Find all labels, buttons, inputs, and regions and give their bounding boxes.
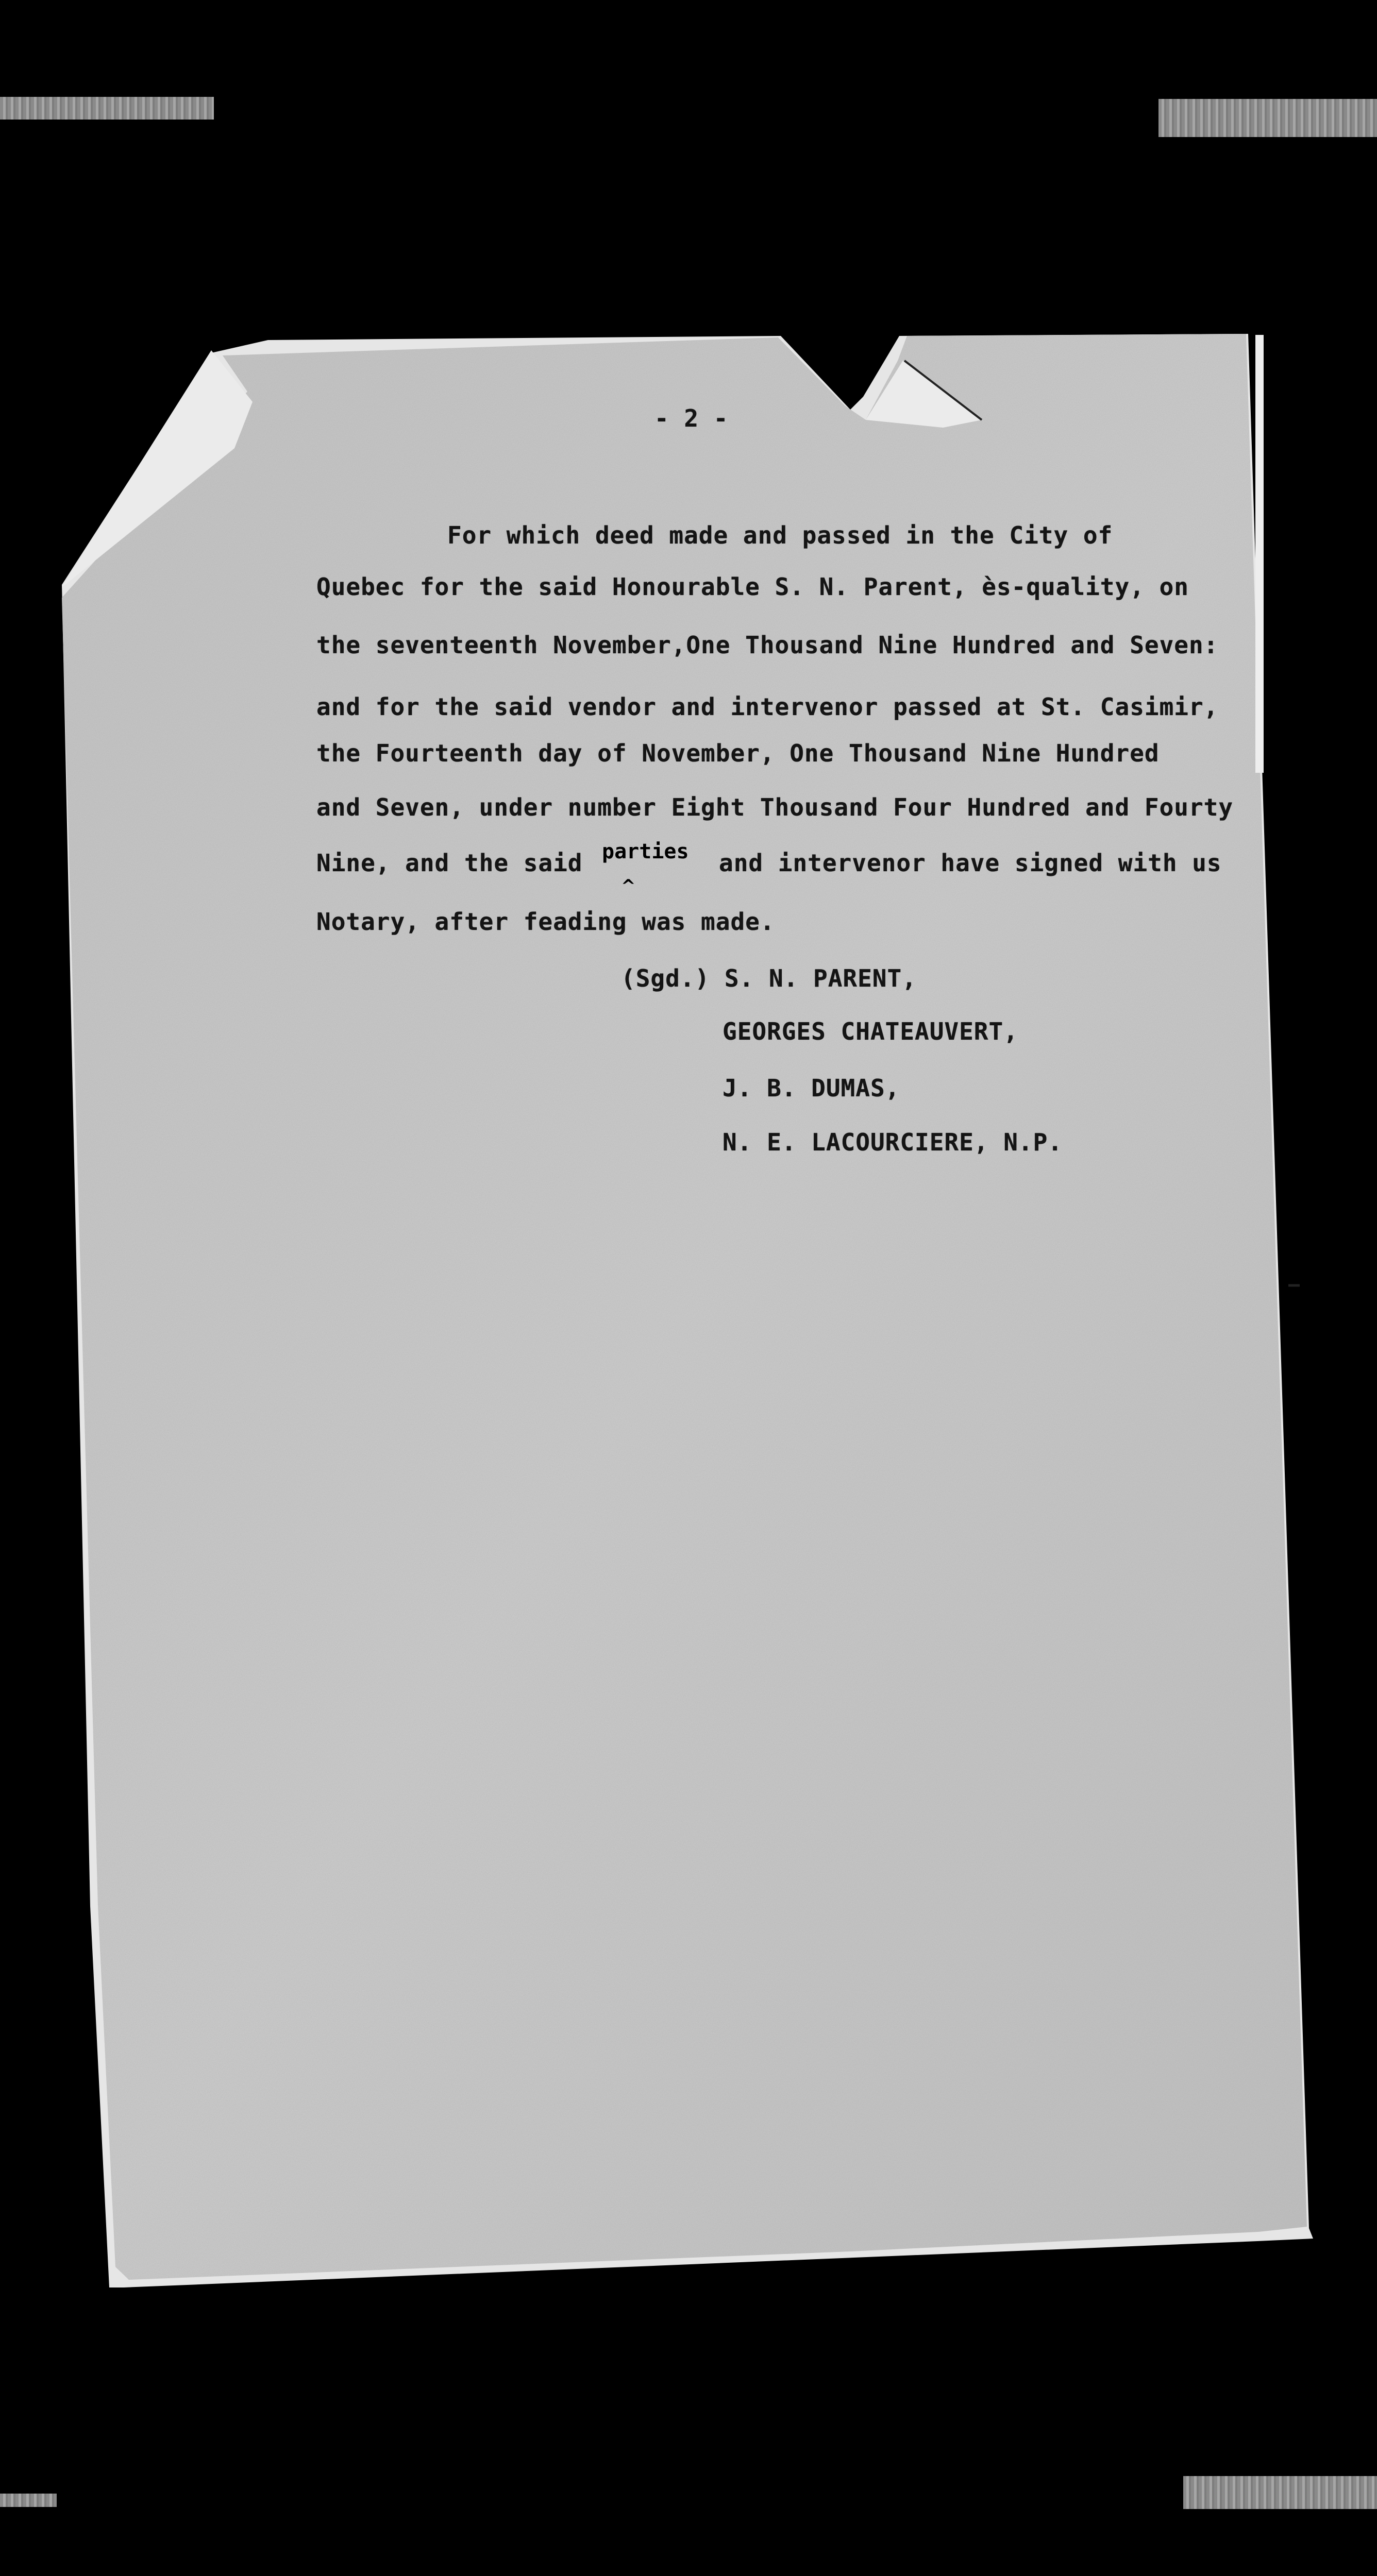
paragraph-line: For which deed made and passed in the City of bbox=[447, 521, 1113, 549]
paragraph-line: the seventeenth November,One Thousand Nine Hundred and Seven: bbox=[316, 631, 1219, 659]
paragraph-line: Nine, and the said bbox=[316, 849, 583, 877]
paper-surface bbox=[62, 334, 1307, 2280]
signature-line: (Sgd.) S. N. PARENT, bbox=[621, 964, 917, 992]
paragraph-line: Notary, after feading was made. bbox=[316, 908, 775, 936]
paragraph-line: Quebec for the said Honourable S. N. Parent, ès-quality, on bbox=[316, 573, 1189, 601]
handwritten-insert: parties bbox=[602, 840, 689, 863]
signature-line: GEORGES CHATEAUVERT, bbox=[723, 1018, 1018, 1045]
paragraph-line: and for the said vendor and intervenor passed at St. Casimir, bbox=[316, 693, 1219, 721]
paragraph-line: and intervenor have signed with us bbox=[719, 849, 1222, 877]
insertion-caret: ^ bbox=[621, 876, 636, 896]
page-number: - 2 - bbox=[654, 404, 729, 432]
paragraph-line: and Seven, under number Eight Thousand Four Hundred and Fourty bbox=[316, 793, 1234, 821]
signature-line: N. E. LACOURCIERE, N.P. bbox=[723, 1128, 1063, 1156]
signature-line: J. B. DUMAS, bbox=[723, 1074, 900, 1102]
paragraph-line: the Fourteenth day of November, One Thousand Nine Hundred bbox=[316, 739, 1160, 767]
